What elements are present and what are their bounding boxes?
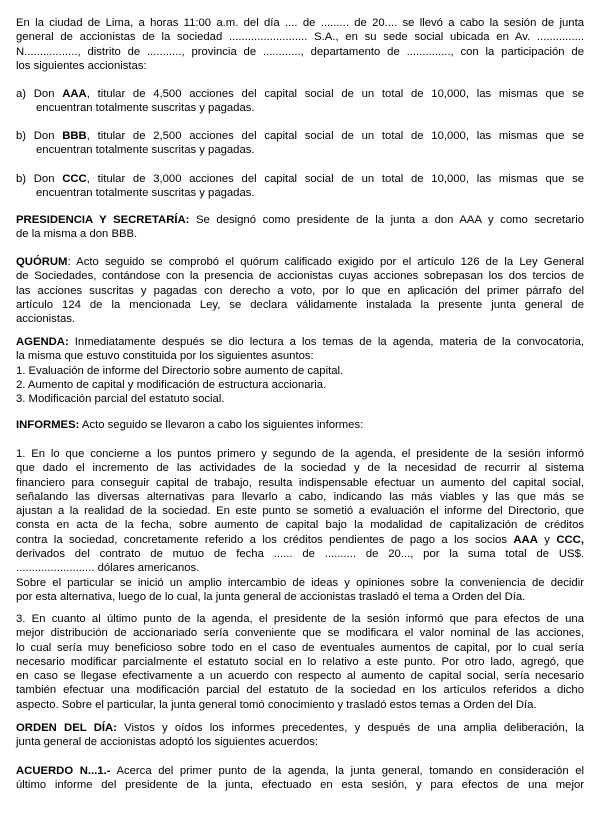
punto-3-paragraph — [16, 612, 584, 712]
intro-paragraph — [16, 16, 584, 73]
item-prefix: b) Don — [16, 173, 63, 185]
text-line: mejor distribución de accionariado sería conveniente que se modificara el valor nominal de las acciones, — [16, 627, 584, 640]
section-heading: PRESIDENCIA Y SECRETARÍA: — [16, 214, 190, 226]
text-line: por esta alternativa, luego de lo cual, la junta general de accionistas trasladó el tema a Orden del Día. — [16, 590, 526, 603]
text-line: ......................... dólares americanos. — [16, 562, 200, 575]
text-line: las acciones suscritas y pagadas con derecho a voto, por lo que en aplicación del primer párrafo del — [16, 284, 584, 297]
section-heading: ACUERDO N...1.- — [16, 765, 111, 777]
agenda-paragraph — [16, 335, 584, 406]
text-line: financiero para conseguir capital de trabajo, resulta indispensable efectuar un aumento del capital social, — [16, 476, 584, 489]
text-span: Acerca del primer punto de la agenda, la junta general, tomando en consideración el — [110, 765, 584, 777]
item-prefix: b) Don — [16, 130, 63, 142]
text-line: de la misma a don BBB. — [16, 228, 138, 241]
item-text: encuentran totalmente suscritas y pagadas. — [36, 144, 255, 157]
text-line: ajustan a la realidad de la sociedad. En este punto se sometió a evaluación el informe del Directorio, que — [16, 505, 584, 518]
text-line: N................., distrito de ..........., provincia de ............, departamento de .............., con la participación de — [16, 45, 584, 58]
shareholder-item-b — [16, 129, 584, 158]
item-text: , titular de 3,000 acciones del capital social de un total de 10,000, las mismas que se — [86, 173, 585, 185]
punto-1-paragraph — [16, 447, 584, 604]
text-span: Se designó como presidente de la junta a don AAA y como secretario — [189, 214, 584, 226]
text-line: aspecto. Sobre el particular, la junta general tomó conocimiento y trasladó estos temas a Orden del Día. — [16, 698, 537, 711]
text-line: derivados del contrato de mutuo de fecha ...... de .......... de 20..., por la suma total de US$. — [16, 548, 584, 561]
text-span: contra la sociedad, concretamente referido a los créditos pendientes de pago a los socios — [16, 533, 514, 546]
shareholder-item-c — [16, 172, 584, 201]
shareholder-name: AAA — [62, 88, 87, 100]
informes-paragraph — [16, 418, 584, 432]
section-heading: AGENDA: — [16, 336, 69, 348]
text-line: que dado el incremento de las actividades de la sociedad y de la necesidad de recurrir al sistema — [16, 462, 584, 475]
shareholder-name: CCC, — [556, 533, 584, 546]
presidencia-paragraph — [16, 213, 584, 242]
item-prefix: a) Don — [16, 88, 63, 100]
text-line: último informe del presidente de la junta, efectuado en esta sesión, y para efectos de una mejor — [16, 779, 584, 792]
shareholder-name: CCC — [62, 173, 87, 185]
quorum-paragraph — [16, 255, 584, 326]
text-span: Vistos y oídos los informes precedentes, y después de una amplia deliberación, la — [116, 722, 584, 734]
item-text: , titular de 2,500 acciones del capital social de un total de 10,000, las mismas que se — [86, 130, 585, 142]
acuerdo-1-paragraph — [16, 764, 584, 793]
text-line: de Sociedades, contándose con la presencia de accionistas cuyas acciones sobrepasan los dos tercios de — [16, 270, 584, 283]
text-line: señalando las diversas alternativas para llevarlo a cabo, indicando las más viables y las que más se — [16, 490, 584, 503]
text-line: 3. En cuanto al último punto de la agenda, el presidente de la sesión informó que para efectos de una — [16, 613, 584, 625]
text-span: Acto seguido se llevaron a cabo los siguientes informes: — [79, 419, 364, 431]
text-line: artículo 124 de la mencionada Ley, se declara válidamente instalada la presente junta general de — [16, 298, 584, 311]
text-span: y — [537, 533, 557, 546]
text-line: general de accionistas de la sociedad ......................... S.A., en su sede social ubicada en Av. ............... — [16, 31, 584, 44]
text-line: la misma que estuvo constituida por los siguientes asuntos: — [16, 350, 314, 363]
shareholder-item-a — [16, 87, 584, 116]
section-heading: QUÓRUM — [16, 256, 68, 268]
agenda-item: 1. Evaluación de informe del Directorio sobre aumento de capital. — [16, 364, 344, 377]
text-line: lo cual sería muy beneficioso sobre todo en el caso de eventuales aumentos de capital, por lo cual sería — [16, 641, 584, 654]
section-heading: ORDEN DEL DÍA: — [16, 722, 117, 734]
text-line: los siguientes accionistas: — [16, 59, 147, 72]
text-line: consta en acta de la fecha, sobre aumento de capital bajo la modalidad de capitalización de créditos — [16, 519, 584, 532]
text-span: : Acto seguido se comprobó el quórum calificado exigido por el artículo 126 de la Ley General — [67, 256, 584, 268]
text-line: también efectuar una modificación parcial del estatuto de la sociedad en los artículos referidos a dicho — [16, 684, 584, 697]
text-line: En la ciudad de Lima, a horas 11:00 a.m. del día .... de ......... de 20.... se llevó a cabo la sesión de junta — [16, 17, 584, 29]
text-line: Sobre el particular se inició un amplio intercambio de ideas y opiniones sobre la conveniencia de decidir — [16, 576, 584, 589]
text-span: Inmediatamente después se dio lectura a los temas de la agenda, materia de la convocatoria, — [68, 336, 584, 348]
text-line: en caso se llegase efectivamente a un acuerdo con respecto al aumento de capital social, sería necesario — [16, 670, 584, 683]
text-line: junta general de accionistas adoptó los siguientes acuerdos: — [16, 736, 319, 749]
shareholder-name: BBB — [62, 130, 87, 142]
text-line: accionistas. — [16, 313, 76, 326]
agenda-item: 3. Modificación parcial del estatuto social. — [16, 393, 225, 406]
text-line: necesario modificar parcialmente el estatuto social en lo relativo a este punto. Por otro lado, agregó, que — [16, 655, 584, 668]
orden-del-dia-paragraph — [16, 721, 584, 750]
section-heading: INFORMES: — [16, 419, 80, 431]
item-text: , titular de 4,500 acciones del capital social de un total de 10,000, las mismas que se — [86, 88, 585, 100]
shareholder-name: AAA — [513, 533, 538, 546]
item-text: encuentran totalmente suscritas y pagadas. — [36, 187, 255, 200]
agenda-item: 2. Aumento de capital y modificación de estructura accionaria. — [16, 378, 327, 391]
text-line: 1. En lo que concierne a los puntos primero y segundo de la agenda, el presidente de la sesión informó — [16, 448, 584, 460]
item-text: encuentran totalmente suscritas y pagadas. — [36, 102, 255, 115]
